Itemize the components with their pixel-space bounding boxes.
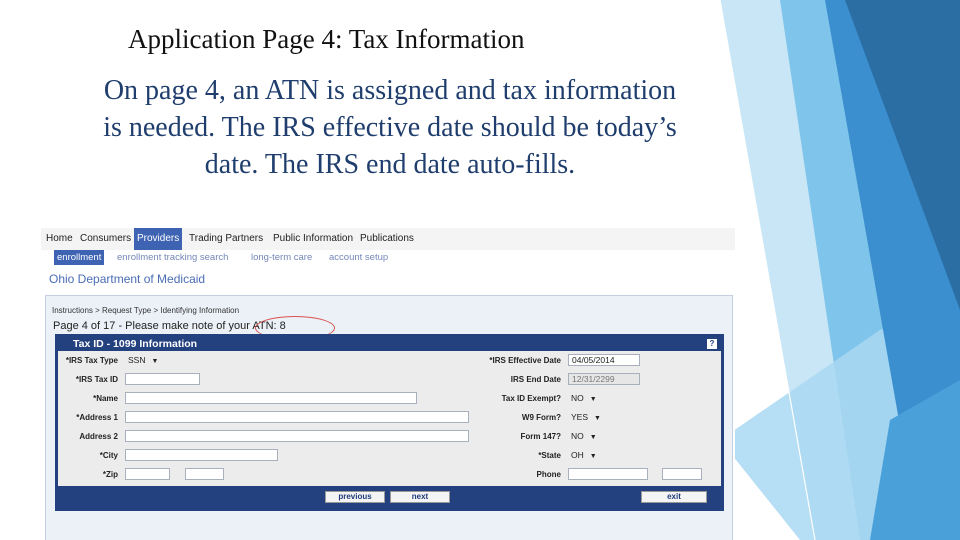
phone-input[interactable] <box>568 468 648 480</box>
nav-publications[interactable]: Publications <box>360 233 414 244</box>
city-label: *City <box>99 451 118 460</box>
chevron-down-icon: ▼ <box>589 396 597 403</box>
irs-end-date-label: IRS End Date <box>510 375 561 384</box>
slide-body-line: date. The IRS end date auto-fills. <box>204 149 576 180</box>
slide-body-line: On page 4, an ATN is assigned and tax information <box>103 75 677 106</box>
sub-nav <box>41 250 735 266</box>
irs-tax-type-select[interactable] <box>128 354 158 366</box>
subnav-enrollment[interactable]: enrollment <box>54 250 104 265</box>
top-nav <box>41 228 735 251</box>
subnav-enrollment-tracking-search[interactable]: enrollment tracking search <box>117 252 229 263</box>
form-147-select[interactable] <box>571 430 597 442</box>
nav-trading-partners[interactable]: Trading Partners <box>189 233 264 244</box>
slide-title: Application Page 4: Tax Information <box>128 24 525 54</box>
nav-public-information[interactable]: Public Information <box>273 233 354 244</box>
zip-label: *Zip <box>102 470 118 479</box>
button-bar <box>58 486 721 508</box>
slide-body-line: is needed. The IRS effective date should be today’s <box>103 112 677 143</box>
w9-form-value: YES <box>571 412 589 422</box>
chevron-down-icon: ▼ <box>594 415 601 422</box>
nav-home[interactable]: Home <box>46 233 73 244</box>
phone-label: Phone <box>536 470 561 479</box>
name-label: *Name <box>93 394 118 403</box>
chevron-down-icon: ▼ <box>151 358 159 365</box>
breadcrumb: Instructions > Request Type > Identifying Information <box>52 306 240 315</box>
decorative-shapes <box>720 0 960 540</box>
nav-providers[interactable]: Providers <box>134 228 182 250</box>
tax-id-exempt-label: Tax ID Exempt? <box>501 394 561 403</box>
nav-consumers[interactable]: Consumers <box>80 233 132 244</box>
irs-effective-date-input[interactable]: 04/05/2014 <box>568 354 640 366</box>
irs-end-date-input: 12/31/2299 <box>568 373 640 385</box>
address-1-input[interactable] <box>125 411 469 423</box>
irs-tax-type-value: SSN <box>128 355 146 365</box>
subnav-account-setup[interactable]: account setup <box>329 252 389 263</box>
city-input[interactable] <box>125 449 278 461</box>
irs-effective-date-label: *IRS Effective Date <box>489 356 561 365</box>
brand-name: Ohio Department of Medicaid <box>49 272 206 286</box>
chevron-down-icon: ▼ <box>589 453 597 460</box>
address-1-label: *Address 1 <box>76 413 118 422</box>
address-2-label: Address 2 <box>79 432 118 441</box>
form-title: Tax ID - 1099 Information <box>73 338 198 350</box>
form-header <box>58 337 721 351</box>
previous-button[interactable]: previous <box>325 491 385 503</box>
chevron-down-icon: ▼ <box>589 434 597 441</box>
form-147-value: NO <box>571 431 584 441</box>
zip-extension-input[interactable] <box>185 468 224 480</box>
irs-tax-id-label: *IRS Tax ID <box>75 375 118 384</box>
exit-button[interactable]: exit <box>641 491 707 503</box>
w9-form-label: W9 Form? <box>521 413 561 422</box>
tax-id-exempt-value: NO <box>571 393 584 403</box>
state-label: *State <box>538 451 561 460</box>
tax-id-exempt-select[interactable] <box>571 392 597 404</box>
form-147-label: Form 147? <box>520 432 561 441</box>
address-2-input[interactable] <box>125 430 469 442</box>
phone-extension-input[interactable] <box>662 468 702 480</box>
name-input[interactable] <box>125 392 417 404</box>
zip-input[interactable] <box>125 468 170 480</box>
tax-id-form <box>55 334 724 511</box>
next-button[interactable]: next <box>390 491 450 503</box>
w9-form-select[interactable] <box>571 411 601 423</box>
subnav-long-term-care[interactable]: long-term care <box>251 252 313 263</box>
help-icon[interactable]: ? <box>707 339 717 349</box>
state-value: OH <box>571 450 584 460</box>
irs-tax-id-input[interactable] <box>125 373 200 385</box>
form-screenshot <box>41 228 735 540</box>
irs-tax-type-label: *IRS Tax Type <box>65 356 118 365</box>
state-select[interactable] <box>571 449 597 461</box>
slide-body <box>55 72 725 183</box>
page-note: Page 4 of 17 - Please make note of your ATN: 8 <box>53 320 286 332</box>
